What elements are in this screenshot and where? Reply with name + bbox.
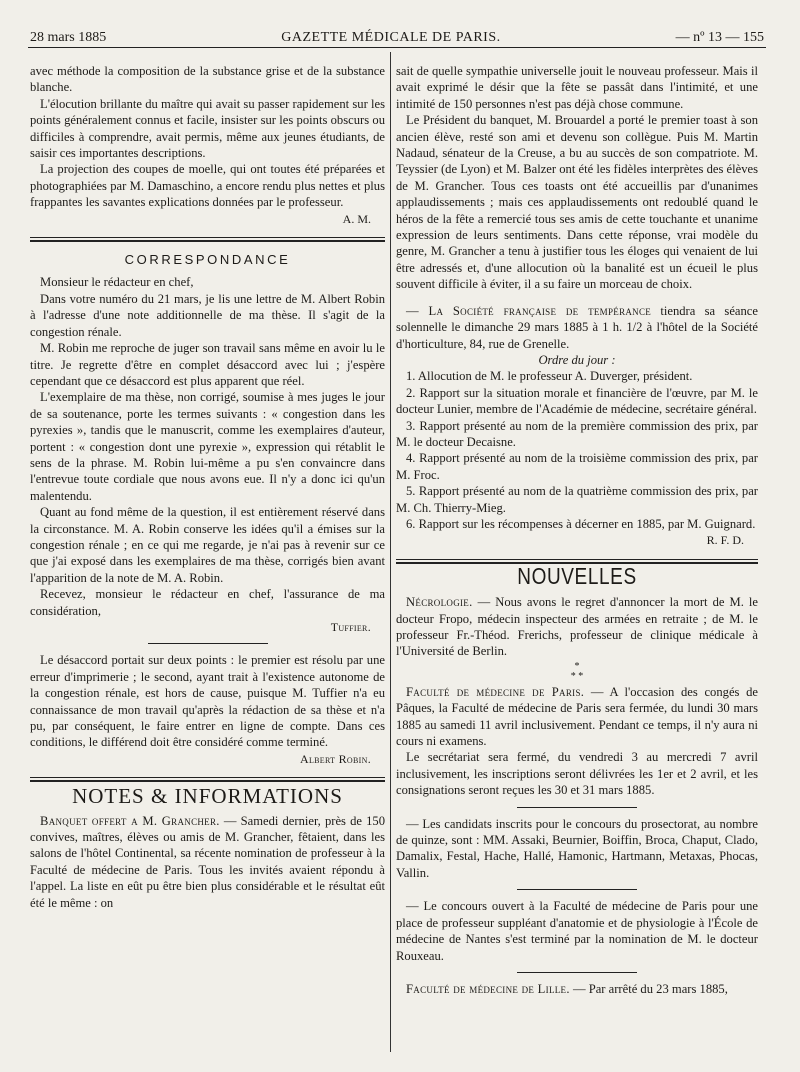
paragraph: — Le concours ouvert à la Faculté de médecine de Paris pour une place de professeur suppléant d'anatomie et de physiologie à l'École de médecine de Nantes s'est terminé par la nomination de M. le docteur Rouxeau.: [396, 899, 758, 963]
agenda-item: 5. Rapport présenté au nom de la quatrième commission des prix, par M. Ch. Thierry-Mieg.: [396, 484, 758, 515]
short-rule: [148, 643, 268, 644]
paragraph: M. Robin me reproche de juger son travail sans même en avoir lu le titre. Je regrette d'être en complet désaccord avec lui ; j'espère cependant que ce désaccord est plus apparent que réel.: [30, 341, 385, 388]
paragraph-lead: Faculté de médecine de Lille.: [406, 981, 570, 996]
agenda-item: 6. Rapport sur les récompenses à décerner en 1885, par M. Guignard.: [406, 516, 756, 531]
agenda-item: 3. Rapport présenté au nom de la première commission des prix, par M. le docteur Decaisne.: [396, 418, 758, 449]
page-header: [30, 24, 764, 46]
section-heading-correspondance: CORRESPONDANCE: [124, 252, 291, 268]
spacer: [396, 293, 758, 303]
agenda-title: Ordre du jour :: [538, 352, 616, 367]
paragraph-lead: Faculté de médecine de Paris.: [406, 684, 585, 699]
paragraph: [30, 813, 385, 911]
agenda-item: 4. Rapport présenté au nom de la troisième commission des prix, par M. Froc.: [396, 451, 758, 482]
header-rule: [28, 47, 766, 48]
short-rule: [517, 807, 637, 808]
paragraph: Le désaccord portait sur deux points : le premier est résolu par une erreur d'imprimerie ; le second, ayant trait à l'existence autonome de la congestion rénale, est hors de cause, puisque M. Tuffier n'a eu connaissance de mon travail qu'après la rédaction de sa thèse et n'a pu, par conséquent, le faire entrer en ligne de compte. Dans ces conditions, le différend doit être considéré comme terminé.: [30, 653, 385, 750]
paragraph: Quant au fond même de la question, il est entièrement réservé dans la circonstance. M. A. Robin conserve les idées qu'il a émises sur la congestion rénale ; en ce qui me regarde, je n'ai pas à revenir sur ce que j'ai exposé dans les exemplaires de ma thèse, corrigés bien avant l'apparition de la note de M. A. Robin.: [30, 505, 385, 585]
agenda-item: 2. Rapport sur la situation morale et financière de l'œuvre, par M. le docteur Lunier, membre de l'Académie de médecine, secrétaire général.: [396, 385, 758, 417]
paragraph: Le Président du banquet, M. Brouardel a porté le premier toast à son ancien élève, resté son ami et devenu son collègue. Puis M. Martin Nadaud, sénateur de la Creuse, a bu au succès de son compatriote. M. Teyssier (de Lyon) et M. Balzer ont été les fidèles interprètes des élèves de M. Grancher. Tous ces toasts ont été accueillis par d'unanimes applaudissements ; mais ces applaudissements ont redoublé quand le héros de la fête a remercié tous ses amis de cette touchante et unanime expression de leurs sentiments. Dans cette réponse, vrai modèle du genre, M. Grancher a tenu à justifier tous les éloges qui venaient de lui être adressés et, d'une allocution où la banalité est un écueil le plus souvent difficile à éviter, il a su faire un morceau de choix.: [396, 113, 758, 292]
section-rule: [396, 559, 758, 564]
paragraph: [396, 981, 758, 997]
paragraph: — Les candidats inscrits pour le concours du prosectorat, au nombre de quinze, sont : MM. Assaki, Beurnier, Boiffin, Broca, Chaput, Clado, Damalix, Festal, Hache, Hallé, Hamonic, Hartmann, Metaxas, Phocas, Vallin.: [396, 816, 758, 880]
signature: R. F. D.: [706, 533, 744, 548]
paragraph-text: — Nous avons le regret d'annoncer la mort de M. le docteur Fropo, médecin inspecteur des armées en retraite ; de M. le professeur Fr.-Théod. Frerichs, professeur de clinique médicale à l'Université de Berlin.: [396, 595, 758, 659]
paragraph-text: tiendra sa séance solennelle le dimanche 29 mars 1885 à 1 h. 1/2 à l'hôtel de la Société d'horticulture, 84, rue de Grenelle.: [396, 303, 758, 351]
asterism: * * *: [570, 660, 584, 682]
section-heading-notes: NOTES & INFORMATIONS: [72, 784, 343, 809]
salutation: Monsieur le rédacteur en chef,: [40, 275, 194, 290]
paragraph-text: — Par arrêté du 23 mars 1885,: [569, 981, 728, 996]
signature: A. M.: [342, 211, 371, 226]
header-journal-title: GAZETTE MÉDICALE DE PARIS.: [281, 30, 501, 45]
paragraph-text: — A l'occasion des congés de Pâques, la Faculté de médecine de Paris sera fermée, du lundi 30 mars 1885 au samedi 11 avril inclusivement. Pendant ce temps, il n'y aura ni cours ni examens.: [396, 684, 758, 749]
section-heading-nouvelles: NOUVELLES: [517, 564, 637, 590]
section-rule: [30, 777, 385, 782]
right-column: [396, 63, 758, 997]
header-issue-page: — nº 13 — 155: [675, 30, 764, 45]
column-divider: [390, 52, 391, 1052]
signature: Albert Robin.: [300, 751, 371, 766]
paragraph: [396, 303, 758, 352]
paragraph: Dans votre numéro du 21 mars, je lis une lettre de M. Albert Robin à l'adresse d'une note additionnelle de ma thèse. Il s'agit de la congestion rénale.: [30, 291, 385, 339]
short-rule: [517, 889, 637, 890]
header-date: 28 mars 1885: [30, 30, 107, 45]
paragraph: Recevez, monsieur le rédacteur en chef, l'assurance de ma considération,: [30, 587, 385, 618]
paragraph-lead: Nécrologie.: [406, 595, 473, 610]
paragraph: Le secrétariat sera fermé, du vendredi 3 au mercredi 7 avril inclusivement, les inscriptions seront délivrées les 1er et 2 avril, et les consignations seront reçues les 30 et 31 mars 1885.: [396, 750, 758, 798]
agenda-item: 1. Allocution de M. le professeur A. Duverger, président.: [406, 369, 693, 384]
paragraph: sait de quelle sympathie universelle jouit le nouveau professeur. Mais il avait exprimé le désir que la fête se passât dans l'intimité, et une intimité de 150 personnes n'est pas déjà chose commune.: [396, 64, 758, 111]
left-column: [30, 63, 385, 911]
paragraph: [396, 684, 758, 750]
paragraph: [396, 594, 758, 660]
short-rule: [517, 972, 637, 973]
paragraph: La projection des coupes de moelle, qui ont toutes été préparées et photographiées par M. Damaschino, a encore rendu plus nettes et plus frappantes les savantes explications données par le professeur.: [30, 162, 385, 210]
signature: Tuffier.: [330, 620, 371, 634]
paragraph: avec méthode la composition de la substance grise et de la substance blanche.: [30, 64, 385, 95]
paragraph: L'exemplaire de ma thèse, non corrigé, soumise à mes juges le jour de sa soutenance, porte les termes suivants : « congestion dans les pyrexies », tandis que le manuscrit, comme les exemplaires d'auteur, portent : « congestion dont une pyrexie », expression qui rétablit le sens de la phrase. M. Robin lui-même a pu s'en convaincre dans l'entrevue toute cordiale que nous avons eue. Il n'y a donc ici qu'un malentendu.: [30, 390, 385, 503]
section-rule: [30, 237, 385, 242]
paragraph: L'élocution brillante du maître qui avait su passer rapidement sur les points généralement connus et facile, insister sur les points obscurs ou difficiles à comprendre, avait permis, même aux jeunes étudiants, de saisir ces importantes descriptions.: [30, 96, 385, 161]
paragraph-lead: — La Société française de tempérance: [406, 303, 652, 318]
paragraph-text: — Samedi dernier, près de 150 convives, maîtres, élèves ou amis de M. Grancher, fêtaient, dans les salons de l'hôtel Continental, sa récente nomination de professeur à la Faculté de médecine de Paris. Tous les invités avaient répondu à l'appel. La liste en eût pu être bien plus considérable et le résultat eût été le même : on: [30, 813, 385, 910]
paragraph-lead: Banquet offert a M. Grancher.: [40, 813, 220, 828]
